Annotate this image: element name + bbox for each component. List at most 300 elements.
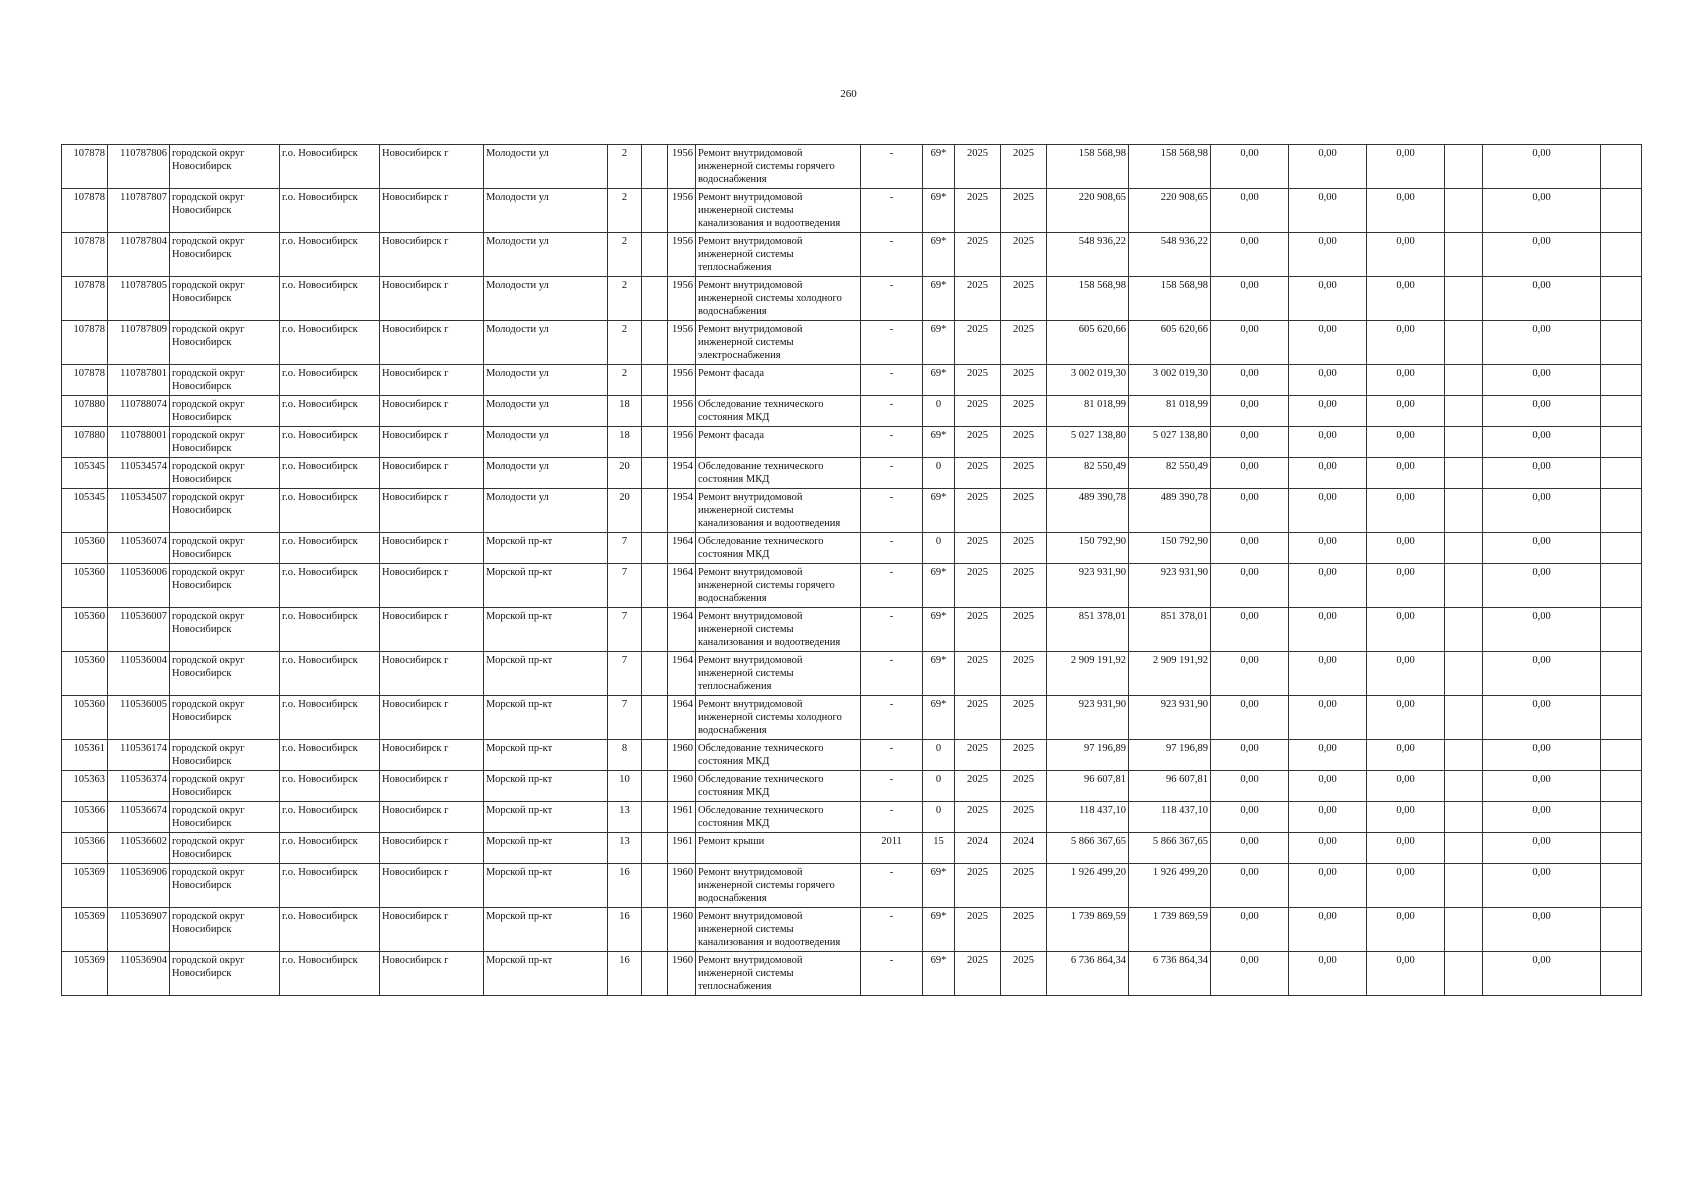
cell-plan-end: 2025: [1001, 608, 1047, 652]
cell-norm: 0: [923, 771, 955, 802]
cell-cost-fund: 1 739 869,59: [1129, 908, 1211, 952]
table-row: [62, 908, 1642, 952]
cell-work-type: Обследование технического состояния МКД: [696, 740, 861, 771]
cell-municipality: г.о. Новосибирск: [280, 365, 380, 396]
cell-locality: Новосибирск г: [380, 233, 484, 277]
table-row: [62, 321, 1642, 365]
table-row: [62, 802, 1642, 833]
cell-cost-total: 158 568,98: [1047, 277, 1129, 321]
cell-cost-total: 82 550,49: [1047, 458, 1129, 489]
cell-house-number: 16: [608, 908, 642, 952]
cell-work-type: Ремонт внутридомовой инженерной системы горячего водоснабжения: [696, 564, 861, 608]
cell-cost-6: [1601, 321, 1642, 365]
cell-previous-repair-year: -: [861, 564, 923, 608]
cell-district: городской округ Новосибирск: [170, 277, 280, 321]
cell-work-type: Ремонт внутридомовой инженерной системы канализования и водоотведения: [696, 489, 861, 533]
cell-work-code: 110787809: [108, 321, 170, 365]
cell-building: [642, 564, 668, 608]
cell-municipality: г.о. Новосибирск: [280, 608, 380, 652]
cell-house-id: 105360: [62, 652, 108, 696]
cell-cost-4: [1445, 365, 1483, 396]
cell-locality: Новосибирск г: [380, 489, 484, 533]
cell-cost-5: 0,00: [1483, 233, 1601, 277]
cell-street: Молодости ул: [484, 233, 608, 277]
cell-year-built: 1956: [668, 427, 696, 458]
cell-cost-total: 81 018,99: [1047, 396, 1129, 427]
cell-previous-repair-year: -: [861, 771, 923, 802]
cell-cost-total: 220 908,65: [1047, 189, 1129, 233]
cell-previous-repair-year: 2011: [861, 833, 923, 864]
cell-locality: Новосибирск г: [380, 321, 484, 365]
cell-cost-6: [1601, 233, 1642, 277]
cell-cost-4: [1445, 864, 1483, 908]
cell-cost-4: [1445, 771, 1483, 802]
cell-plan-start: 2025: [955, 533, 1001, 564]
cell-work-code: 110536005: [108, 696, 170, 740]
cell-cost-6: [1601, 608, 1642, 652]
cell-norm: 0: [923, 740, 955, 771]
cell-house-id: 105369: [62, 952, 108, 996]
cell-work-type: Ремонт внутридомовой инженерной системы канализования и водоотведения: [696, 189, 861, 233]
cell-cost-4: [1445, 277, 1483, 321]
cell-cost-3: 0,00: [1367, 427, 1445, 458]
cell-plan-end: 2025: [1001, 321, 1047, 365]
cell-work-type: Обследование технического состояния МКД: [696, 771, 861, 802]
cell-cost-1: 0,00: [1211, 952, 1289, 996]
cell-plan-end: 2025: [1001, 365, 1047, 396]
cell-work-code: 110536602: [108, 833, 170, 864]
cell-work-type: Обследование технического состояния МКД: [696, 533, 861, 564]
cell-street: Молодости ул: [484, 427, 608, 458]
cell-work-type: Ремонт внутридомовой инженерной системы канализования и водоотведения: [696, 908, 861, 952]
cell-house-id: 107878: [62, 189, 108, 233]
cell-house-number: 10: [608, 771, 642, 802]
cell-cost-1: 0,00: [1211, 396, 1289, 427]
cell-cost-total: 5 866 367,65: [1047, 833, 1129, 864]
cell-cost-4: [1445, 189, 1483, 233]
cell-cost-fund: 118 437,10: [1129, 802, 1211, 833]
cell-district: городской округ Новосибирск: [170, 608, 280, 652]
cell-cost-3: 0,00: [1367, 489, 1445, 533]
cell-cost-6: [1601, 365, 1642, 396]
cell-cost-6: [1601, 833, 1642, 864]
cell-year-built: 1964: [668, 608, 696, 652]
cell-house-number: 8: [608, 740, 642, 771]
cell-cost-1: 0,00: [1211, 696, 1289, 740]
cell-cost-2: 0,00: [1289, 908, 1367, 952]
cell-year-built: 1954: [668, 489, 696, 533]
cell-plan-start: 2025: [955, 952, 1001, 996]
cell-work-type: Обследование технического состояния МКД: [696, 396, 861, 427]
cell-norm: 69*: [923, 365, 955, 396]
cell-previous-repair-year: -: [861, 864, 923, 908]
cell-building: [642, 833, 668, 864]
cell-plan-end: 2025: [1001, 396, 1047, 427]
cell-work-code: 110536907: [108, 908, 170, 952]
cell-plan-end: 2025: [1001, 564, 1047, 608]
cell-work-type: Обследование технического состояния МКД: [696, 802, 861, 833]
cell-street: Морской пр-кт: [484, 608, 608, 652]
cell-locality: Новосибирск г: [380, 652, 484, 696]
cell-cost-5: 0,00: [1483, 489, 1601, 533]
cell-cost-1: 0,00: [1211, 321, 1289, 365]
cell-house-number: 18: [608, 396, 642, 427]
cell-house-number: 7: [608, 696, 642, 740]
cell-house-id: 105360: [62, 696, 108, 740]
cell-cost-4: [1445, 908, 1483, 952]
cell-building: [642, 458, 668, 489]
cell-house-id: 107878: [62, 233, 108, 277]
cell-house-number: 13: [608, 833, 642, 864]
cell-plan-start: 2025: [955, 696, 1001, 740]
cell-district: городской округ Новосибирск: [170, 145, 280, 189]
cell-cost-fund: 923 931,90: [1129, 564, 1211, 608]
cell-district: городской округ Новосибирск: [170, 696, 280, 740]
cell-locality: Новосибирск г: [380, 427, 484, 458]
cell-previous-repair-year: -: [861, 696, 923, 740]
cell-year-built: 1956: [668, 145, 696, 189]
cell-work-type: Ремонт внутридомовой инженерной системы горячего водоснабжения: [696, 864, 861, 908]
cell-municipality: г.о. Новосибирск: [280, 908, 380, 952]
cell-cost-fund: 150 792,90: [1129, 533, 1211, 564]
cell-cost-total: 158 568,98: [1047, 145, 1129, 189]
table-row: [62, 864, 1642, 908]
table-row: [62, 652, 1642, 696]
cell-cost-3: 0,00: [1367, 864, 1445, 908]
cell-house-number: 7: [608, 652, 642, 696]
table-row: [62, 740, 1642, 771]
cell-district: городской округ Новосибирск: [170, 771, 280, 802]
cell-district: городской округ Новосибирск: [170, 533, 280, 564]
cell-year-built: 1961: [668, 833, 696, 864]
cell-previous-repair-year: -: [861, 802, 923, 833]
cell-previous-repair-year: -: [861, 608, 923, 652]
cell-year-built: 1961: [668, 802, 696, 833]
cell-cost-total: 548 936,22: [1047, 233, 1129, 277]
cell-cost-total: 6 736 864,34: [1047, 952, 1129, 996]
cell-district: городской округ Новосибирск: [170, 233, 280, 277]
cell-cost-4: [1445, 696, 1483, 740]
cell-work-code: 110787807: [108, 189, 170, 233]
cell-building: [642, 696, 668, 740]
cell-cost-5: 0,00: [1483, 908, 1601, 952]
cell-district: городской округ Новосибирск: [170, 864, 280, 908]
cell-house-id: 107878: [62, 277, 108, 321]
cell-cost-1: 0,00: [1211, 652, 1289, 696]
cell-house-number: 2: [608, 321, 642, 365]
cell-cost-fund: 158 568,98: [1129, 145, 1211, 189]
cell-work-type: Ремонт внутридомовой инженерной системы теплоснабжения: [696, 952, 861, 996]
cell-municipality: г.о. Новосибирск: [280, 145, 380, 189]
cell-street: Морской пр-кт: [484, 802, 608, 833]
cell-cost-3: 0,00: [1367, 321, 1445, 365]
cell-cost-2: 0,00: [1289, 802, 1367, 833]
cell-building: [642, 489, 668, 533]
cell-year-built: 1960: [668, 952, 696, 996]
cell-plan-start: 2025: [955, 489, 1001, 533]
cell-previous-repair-year: -: [861, 189, 923, 233]
cell-cost-2: 0,00: [1289, 233, 1367, 277]
cell-plan-start: 2025: [955, 458, 1001, 489]
cell-plan-end: 2025: [1001, 277, 1047, 321]
cell-work-code: 110788001: [108, 427, 170, 458]
cell-norm: 0: [923, 458, 955, 489]
cell-locality: Новосибирск г: [380, 608, 484, 652]
cell-cost-4: [1445, 802, 1483, 833]
cell-cost-2: 0,00: [1289, 277, 1367, 321]
cell-norm: 69*: [923, 321, 955, 365]
cell-house-number: 2: [608, 277, 642, 321]
table-row: [62, 833, 1642, 864]
cell-cost-4: [1445, 533, 1483, 564]
cell-cost-5: 0,00: [1483, 864, 1601, 908]
cell-plan-end: 2025: [1001, 533, 1047, 564]
cell-cost-6: [1601, 908, 1642, 952]
cell-year-built: 1964: [668, 696, 696, 740]
cell-plan-start: 2024: [955, 833, 1001, 864]
cell-cost-fund: 1 926 499,20: [1129, 864, 1211, 908]
cell-cost-fund: 6 736 864,34: [1129, 952, 1211, 996]
cell-cost-1: 0,00: [1211, 771, 1289, 802]
cell-cost-1: 0,00: [1211, 365, 1289, 396]
cell-work-code: 110534574: [108, 458, 170, 489]
cell-municipality: г.о. Новосибирск: [280, 864, 380, 908]
cell-norm: 69*: [923, 489, 955, 533]
cell-plan-start: 2025: [955, 740, 1001, 771]
cell-cost-2: 0,00: [1289, 396, 1367, 427]
cell-cost-5: 0,00: [1483, 427, 1601, 458]
cell-previous-repair-year: -: [861, 145, 923, 189]
cell-cost-5: 0,00: [1483, 608, 1601, 652]
cell-plan-start: 2025: [955, 608, 1001, 652]
cell-cost-6: [1601, 189, 1642, 233]
cell-street: Молодости ул: [484, 277, 608, 321]
cell-previous-repair-year: -: [861, 427, 923, 458]
cell-previous-repair-year: -: [861, 365, 923, 396]
cell-plan-start: 2025: [955, 652, 1001, 696]
cell-house-number: 16: [608, 952, 642, 996]
cell-cost-2: 0,00: [1289, 427, 1367, 458]
table-row: [62, 277, 1642, 321]
cell-cost-5: 0,00: [1483, 696, 1601, 740]
cell-house-id: 105345: [62, 458, 108, 489]
cell-house-number: 18: [608, 427, 642, 458]
cell-norm: 69*: [923, 608, 955, 652]
cell-plan-start: 2025: [955, 321, 1001, 365]
cell-plan-start: 2025: [955, 365, 1001, 396]
cell-plan-end: 2025: [1001, 864, 1047, 908]
cell-previous-repair-year: -: [861, 908, 923, 952]
cell-street: Морской пр-кт: [484, 533, 608, 564]
cell-house-number: 20: [608, 489, 642, 533]
cell-street: Молодости ул: [484, 145, 608, 189]
cell-locality: Новосибирск г: [380, 189, 484, 233]
cell-cost-fund: 5 027 138,80: [1129, 427, 1211, 458]
cell-cost-total: 150 792,90: [1047, 533, 1129, 564]
cell-plan-end: 2025: [1001, 696, 1047, 740]
cell-building: [642, 365, 668, 396]
cell-cost-1: 0,00: [1211, 908, 1289, 952]
cell-norm: 15: [923, 833, 955, 864]
cell-cost-4: [1445, 740, 1483, 771]
cell-cost-4: [1445, 489, 1483, 533]
table-row: [62, 608, 1642, 652]
repair-program-table: [61, 144, 1642, 996]
cell-district: городской округ Новосибирск: [170, 833, 280, 864]
cell-building: [642, 771, 668, 802]
cell-municipality: г.о. Новосибирск: [280, 696, 380, 740]
cell-building: [642, 189, 668, 233]
cell-cost-3: 0,00: [1367, 771, 1445, 802]
cell-house-id: 107878: [62, 145, 108, 189]
cell-norm: 69*: [923, 564, 955, 608]
cell-street: Морской пр-кт: [484, 564, 608, 608]
cell-cost-3: 0,00: [1367, 533, 1445, 564]
cell-work-code: 110787805: [108, 277, 170, 321]
cell-plan-end: 2025: [1001, 652, 1047, 696]
cell-work-code: 110536006: [108, 564, 170, 608]
cell-cost-4: [1445, 833, 1483, 864]
cell-cost-5: 0,00: [1483, 365, 1601, 396]
cell-street: Морской пр-кт: [484, 696, 608, 740]
cell-cost-2: 0,00: [1289, 145, 1367, 189]
cell-municipality: г.о. Новосибирск: [280, 652, 380, 696]
cell-municipality: г.о. Новосибирск: [280, 771, 380, 802]
cell-cost-3: 0,00: [1367, 833, 1445, 864]
cell-work-code: 110536674: [108, 802, 170, 833]
cell-locality: Новосибирск г: [380, 740, 484, 771]
cell-cost-fund: 5 866 367,65: [1129, 833, 1211, 864]
cell-cost-fund: 158 568,98: [1129, 277, 1211, 321]
cell-building: [642, 908, 668, 952]
cell-house-number: 2: [608, 233, 642, 277]
cell-district: городской округ Новосибирск: [170, 321, 280, 365]
cell-cost-3: 0,00: [1367, 189, 1445, 233]
cell-norm: 69*: [923, 145, 955, 189]
cell-plan-start: 2025: [955, 564, 1001, 608]
cell-cost-2: 0,00: [1289, 533, 1367, 564]
cell-district: городской округ Новосибирск: [170, 908, 280, 952]
table-body: [62, 145, 1642, 996]
cell-cost-fund: 82 550,49: [1129, 458, 1211, 489]
cell-cost-5: 0,00: [1483, 533, 1601, 564]
cell-cost-4: [1445, 952, 1483, 996]
cell-district: городской округ Новосибирск: [170, 652, 280, 696]
table-row: [62, 458, 1642, 489]
table-row: [62, 489, 1642, 533]
cell-district: городской округ Новосибирск: [170, 952, 280, 996]
cell-cost-6: [1601, 696, 1642, 740]
cell-cost-1: 0,00: [1211, 489, 1289, 533]
cell-locality: Новосибирск г: [380, 696, 484, 740]
cell-cost-2: 0,00: [1289, 608, 1367, 652]
cell-house-id: 105363: [62, 771, 108, 802]
cell-cost-3: 0,00: [1367, 396, 1445, 427]
cell-plan-end: 2025: [1001, 427, 1047, 458]
cell-work-type: Ремонт внутридомовой инженерной системы холодного водоснабжения: [696, 277, 861, 321]
cell-locality: Новосибирск г: [380, 833, 484, 864]
cell-cost-5: 0,00: [1483, 652, 1601, 696]
cell-house-number: 2: [608, 365, 642, 396]
cell-cost-4: [1445, 145, 1483, 189]
cell-cost-5: 0,00: [1483, 952, 1601, 996]
cell-year-built: 1956: [668, 233, 696, 277]
cell-locality: Новосибирск г: [380, 458, 484, 489]
cell-municipality: г.о. Новосибирск: [280, 740, 380, 771]
cell-cost-6: [1601, 652, 1642, 696]
cell-plan-end: 2025: [1001, 489, 1047, 533]
cell-house-id: 105361: [62, 740, 108, 771]
cell-cost-total: 3 002 019,30: [1047, 365, 1129, 396]
cell-cost-5: 0,00: [1483, 802, 1601, 833]
cell-cost-3: 0,00: [1367, 277, 1445, 321]
cell-house-id: 105360: [62, 608, 108, 652]
cell-cost-6: [1601, 952, 1642, 996]
cell-street: Морской пр-кт: [484, 771, 608, 802]
cell-norm: 69*: [923, 233, 955, 277]
cell-work-type: Ремонт внутридомовой инженерной системы теплоснабжения: [696, 652, 861, 696]
cell-building: [642, 608, 668, 652]
cell-building: [642, 233, 668, 277]
cell-cost-3: 0,00: [1367, 740, 1445, 771]
cell-year-built: 1964: [668, 652, 696, 696]
cell-cost-1: 0,00: [1211, 564, 1289, 608]
cell-locality: Новосибирск г: [380, 145, 484, 189]
cell-year-built: 1956: [668, 277, 696, 321]
cell-cost-fund: 220 908,65: [1129, 189, 1211, 233]
table-row: [62, 952, 1642, 996]
cell-plan-start: 2025: [955, 771, 1001, 802]
cell-plan-end: 2025: [1001, 740, 1047, 771]
cell-building: [642, 277, 668, 321]
cell-building: [642, 864, 668, 908]
cell-work-type: Ремонт внутридомовой инженерной системы электроснабжения: [696, 321, 861, 365]
cell-norm: 0: [923, 533, 955, 564]
cell-house-number: 20: [608, 458, 642, 489]
cell-district: городской округ Новосибирск: [170, 458, 280, 489]
cell-cost-4: [1445, 233, 1483, 277]
cell-locality: Новосибирск г: [380, 396, 484, 427]
cell-cost-1: 0,00: [1211, 833, 1289, 864]
cell-cost-fund: 851 378,01: [1129, 608, 1211, 652]
cell-cost-2: 0,00: [1289, 652, 1367, 696]
cell-cost-5: 0,00: [1483, 740, 1601, 771]
cell-norm: 69*: [923, 652, 955, 696]
cell-cost-2: 0,00: [1289, 952, 1367, 996]
cell-work-type: Ремонт внутридомовой инженерной системы холодного водоснабжения: [696, 696, 861, 740]
cell-plan-start: 2025: [955, 277, 1001, 321]
cell-street: Морской пр-кт: [484, 908, 608, 952]
cell-plan-start: 2025: [955, 908, 1001, 952]
cell-locality: Новосибирск г: [380, 952, 484, 996]
cell-work-code: 110787806: [108, 145, 170, 189]
cell-street: Морской пр-кт: [484, 833, 608, 864]
cell-year-built: 1956: [668, 189, 696, 233]
cell-house-id: 105366: [62, 833, 108, 864]
cell-building: [642, 802, 668, 833]
cell-cost-2: 0,00: [1289, 189, 1367, 233]
cell-district: городской округ Новосибирск: [170, 740, 280, 771]
cell-cost-total: 851 378,01: [1047, 608, 1129, 652]
cell-cost-3: 0,00: [1367, 696, 1445, 740]
cell-cost-1: 0,00: [1211, 145, 1289, 189]
cell-norm: 69*: [923, 908, 955, 952]
cell-house-id: 105369: [62, 908, 108, 952]
cell-municipality: г.о. Новосибирск: [280, 489, 380, 533]
cell-cost-4: [1445, 321, 1483, 365]
cell-cost-1: 0,00: [1211, 802, 1289, 833]
cell-cost-3: 0,00: [1367, 564, 1445, 608]
